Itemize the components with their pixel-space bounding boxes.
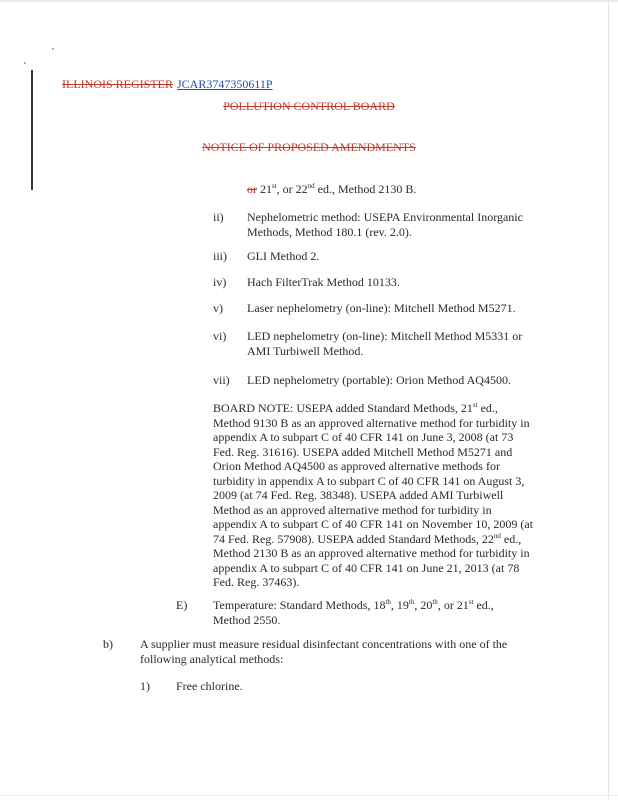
ordinal-suffix: th — [408, 598, 415, 606]
ordinal-suffix: th — [385, 598, 391, 606]
ordinal-suffix: st — [468, 598, 474, 606]
board-note-text: ed., Method 9130 B as an approved alternative method for turbidity in appendix A to subpart C of 40 CFR 141 on June 3, 2008 (at 73 Fed. Reg. 31616). USEPA added Mitchell Method M5271 and Orion Method AQ4500 as approved alternative methods for turbidity in appendix A to subpart C of 40 CFR 141 on August 3, 2009 (at 74 Fed. Reg. 38348). USEPA added AMI Turbiwell Method as an approved alternative method for turbidity in appendix A to subpart C of 40 CFR 141 on November 10, 2009 (at 74 Fed. Reg. 57908). USEPA added Standard Methods, 22 — [213, 401, 533, 546]
section-b-text: A supplier must measure residual disinfectant concentrations with one of the following analytical methods: — [140, 637, 508, 666]
continuation-line — [247, 182, 567, 197]
ordinal-suffix: nd — [493, 531, 501, 540]
register-inserted: JCAR3747350611P — [177, 77, 273, 91]
continuation-text: ed., Method 2130 B. — [314, 182, 417, 196]
notice-struck: NOTICE OF PROPOSED AMENDMENTS — [202, 140, 416, 154]
temperature-label: E) — [176, 598, 188, 612]
method-text: Nephelometric method: USEPA Environmental Inorganic Methods, Method 180.1 (rev. 2.0). — [247, 210, 523, 239]
method-label: ii) — [213, 210, 224, 224]
ordinal-suffix: st — [472, 401, 478, 409]
board-struck: POLLUTION CONTROL BOARD — [223, 99, 395, 113]
continuation-struck: or — [247, 182, 257, 196]
ordinal-suffix: nd — [307, 182, 315, 190]
scan-edge-bottom — [0, 795, 618, 796]
item-1-label: 1) — [140, 679, 150, 693]
section-b-label: b) — [103, 637, 113, 651]
method-label: iii) — [213, 249, 227, 263]
board-note — [213, 401, 533, 590]
register-struck: ILLINOIS REGISTER — [62, 77, 173, 91]
method-text: LED nephelometry (on-line): Mitchell Method M5331 or AMI Turbiwell Method. — [247, 329, 523, 358]
temperature-text — [213, 598, 523, 627]
change-bar — [31, 70, 33, 190]
temperature-part: ed., Method 2550. — [213, 598, 494, 627]
register-header — [62, 77, 273, 91]
method-label: iv) — [213, 275, 227, 289]
method-label: vi) — [213, 329, 227, 343]
ordinal-suffix: st — [272, 182, 277, 190]
method-text: GLI Method 2. — [247, 249, 320, 263]
method-label: vii) — [213, 373, 230, 387]
board-note-text: ed., Method 2130 B as an approved alternative method for turbidity in appendix A to subpart C of 40 CFR 141 on June 21, 2013 (at 78 Fed. Reg. 37463). — [213, 531, 530, 589]
scan-edge-right — [608, 0, 609, 800]
board-header — [0, 99, 618, 113]
temperature-part: , or 21 — [437, 598, 469, 612]
notice-header — [0, 140, 618, 154]
scan-speck — [24, 62, 26, 64]
continuation-text: 21 — [257, 182, 272, 196]
temperature-part: Temperature: Standard Methods, 18 — [213, 598, 386, 612]
method-text: Laser nephelometry (on-line): Mitchell Method M5271. — [247, 301, 516, 315]
method-text: LED nephelometry (portable): Orion Method AQ4500. — [247, 373, 511, 387]
continuation-text: , or 22 — [276, 182, 308, 196]
item-1-text: Free chlorine. — [176, 679, 243, 693]
method-label: v) — [213, 301, 223, 315]
board-note-text: BOARD NOTE: USEPA added Standard Methods, 21 — [213, 401, 473, 415]
temperature-part: , 19 — [390, 598, 409, 612]
scan-edge-top — [0, 0, 618, 2]
scan-speck — [52, 48, 54, 50]
method-text: Hach FilterTrak Method 10133. — [247, 275, 400, 289]
ordinal-suffix: th — [432, 598, 438, 606]
temperature-part: , 20 — [414, 598, 433, 612]
